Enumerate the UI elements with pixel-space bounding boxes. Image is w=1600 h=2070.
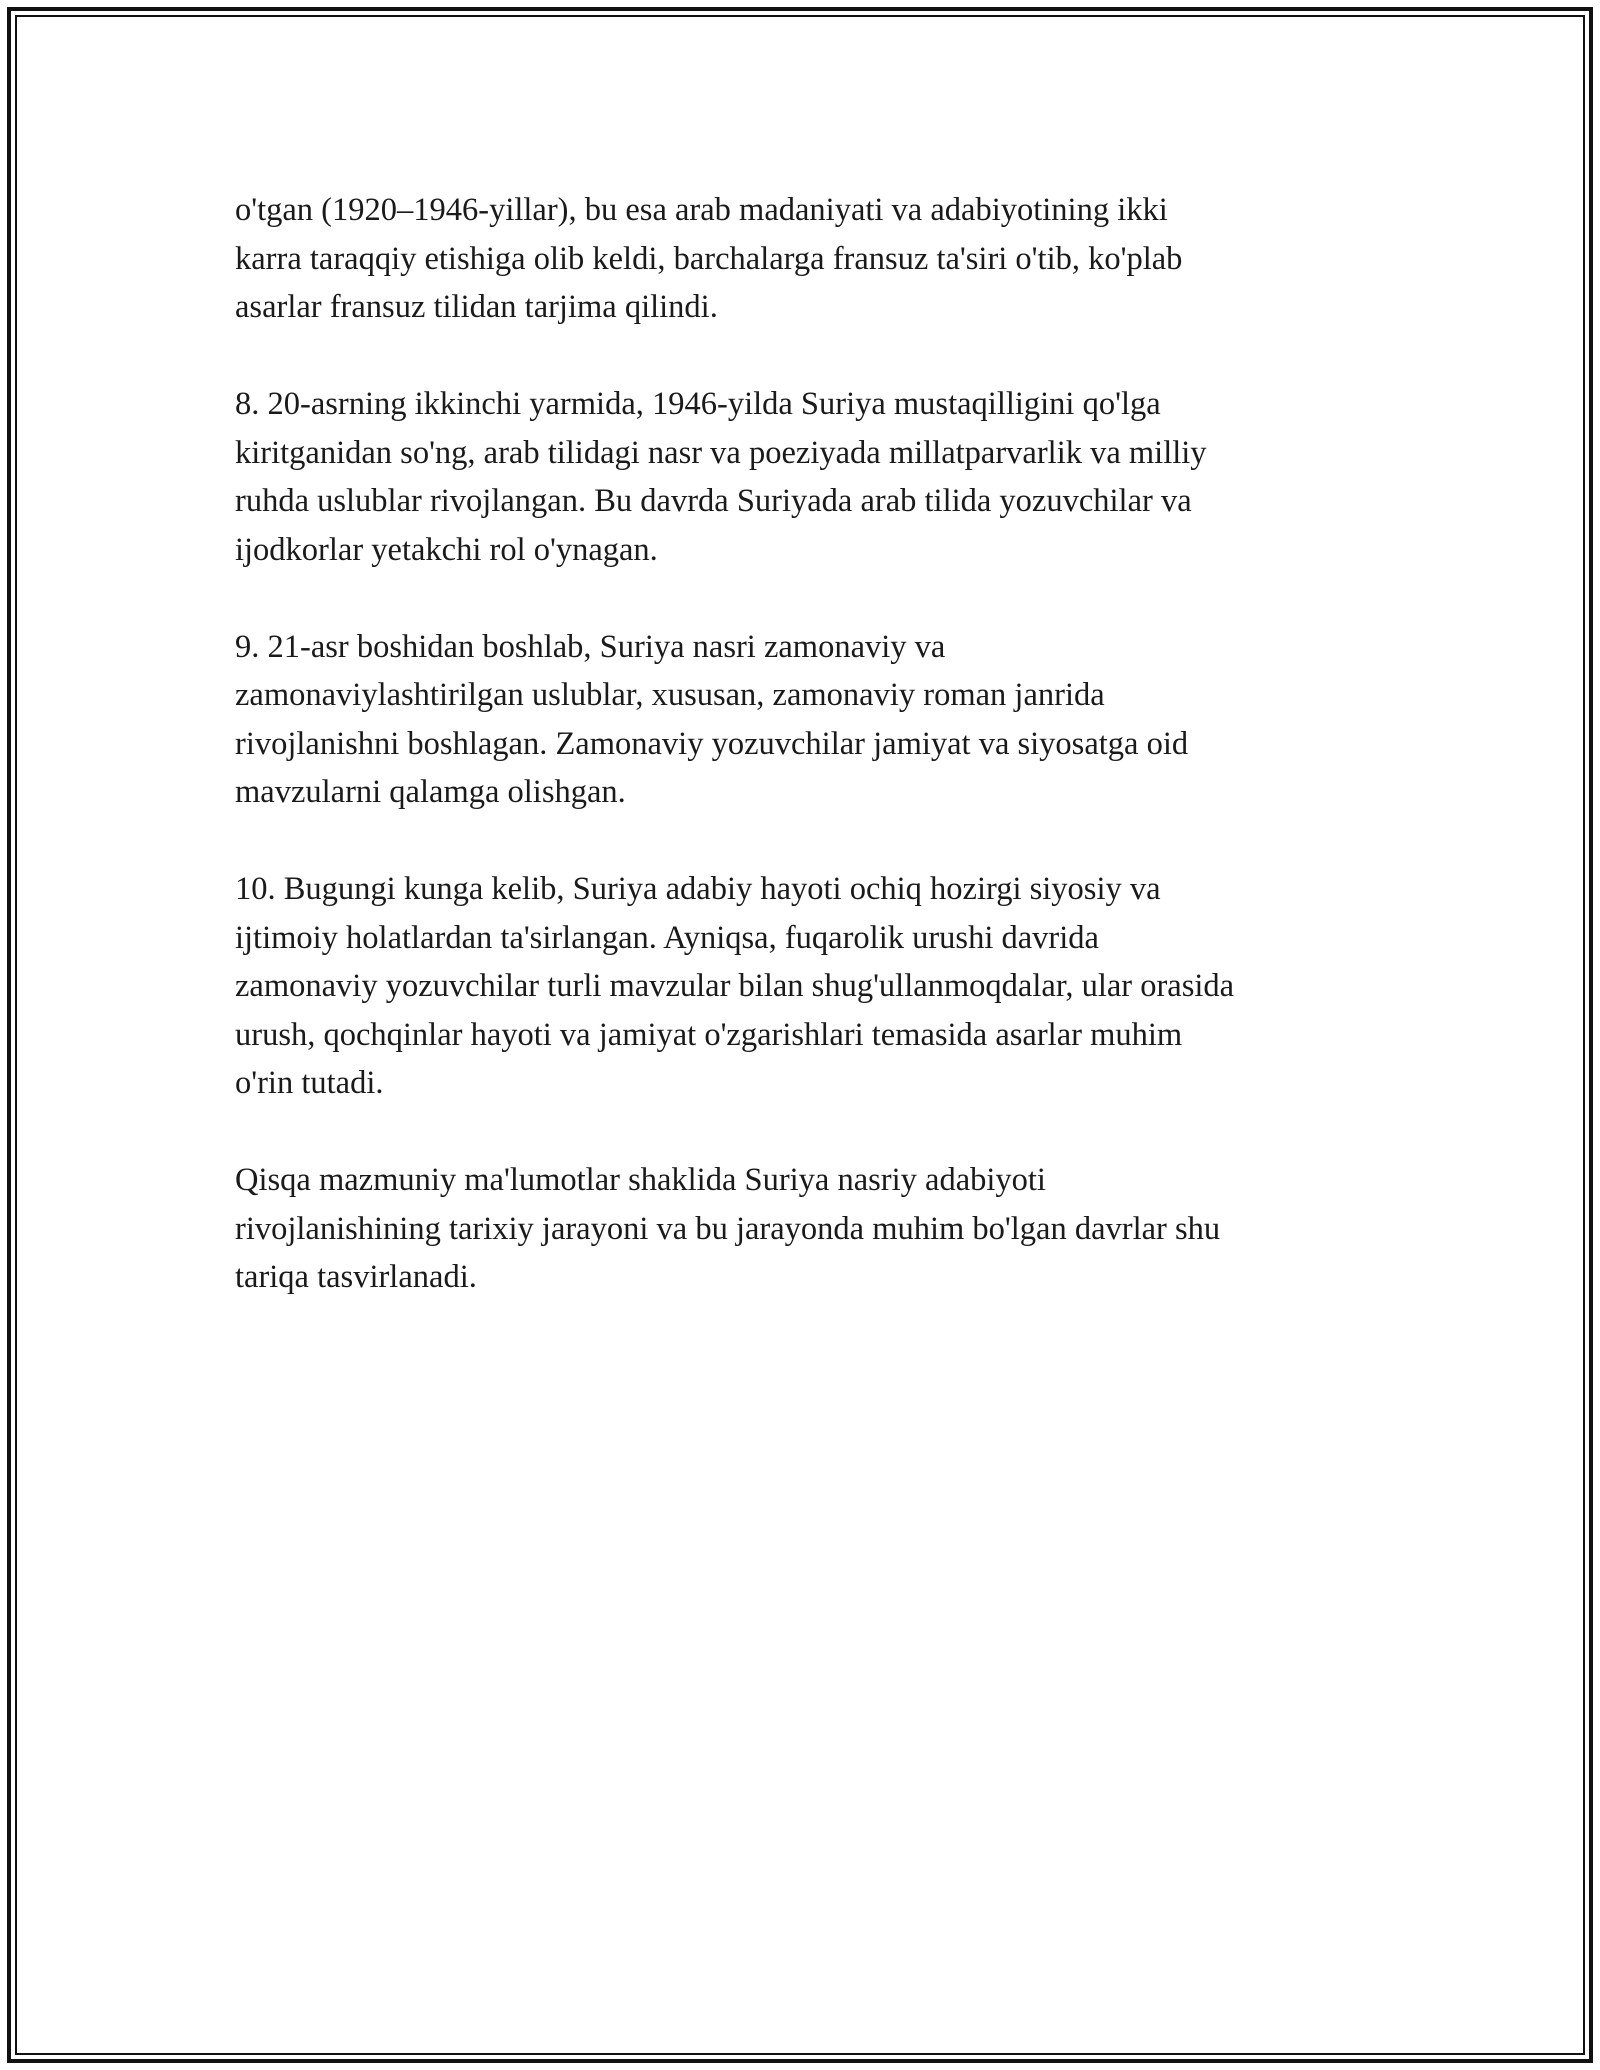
paragraph-item-8 [235, 380, 1385, 574]
text-line: zamonaviylashtirilgan uslublar, xususan, zamonaviy roman janrida [235, 677, 1105, 713]
text-line: ijodkorlar yetakchi rol o'ynagan. [235, 531, 658, 568]
paragraph-summary [235, 1156, 1385, 1302]
text-line: asarlar fransuz tilidan tarjima qilindi. [235, 289, 718, 325]
text-line: 9. 21-asr boshidan boshlab, Suriya nasri zamonaviy va [235, 628, 946, 665]
text-line: zamonaviy yozuvchilar turli mavzular bilan shug'ullanmoqdalar, ular orasida [235, 968, 1235, 1004]
text-line: 8. 20-asrning ikkinchi yarmida, 1946-yilda Suriya mustaqilligini qo'lga [235, 386, 1161, 422]
text-line: 10. Bugungi kunga kelib, Suriya adabiy hayoti ochiq hozirgi siyosiy va [235, 871, 1161, 907]
text-line: ruhda uslublar rivojlangan. Bu davrda Suriyada arab tilida yozuvchilar va [235, 483, 1192, 519]
text-line: o'rin tutadi. [235, 1065, 384, 1101]
document-body [235, 186, 1385, 1302]
text-line: rivojlanishni boshlagan. Zamonaviy yozuvchilar jamiyat va siyosatga oid [235, 725, 1189, 762]
text-line: karra taraqqiy etishiga olib keldi, barchalarga fransuz ta'siri o'tib, ko'plab [235, 240, 1183, 277]
text-line: Qisqa mazmuniy ma'lumotlar shaklida Suriya nasriy adabiyoti [235, 1162, 1046, 1198]
text-line: mavzularni qalamga olishgan. [235, 774, 626, 810]
text-line: urush, qochqinlar hayoti va jamiyat o'zgarishlari temasida asarlar muhim [235, 1016, 1183, 1053]
text-line: kiritganidan so'ng, arab tilidagi nasr va poeziyada millatparvarlik va milliy [235, 434, 1207, 471]
text-line: ijtimoiy holatlardan ta'sirlangan. Ayniqsa, fuqarolik urushi davrida [235, 919, 1099, 956]
paragraph-item-9 [235, 623, 1385, 817]
paragraph-continuation [235, 186, 1385, 332]
paragraph-item-10 [235, 865, 1385, 1108]
text-line: rivojlanishining tarixiy jarayoni va bu jarayonda muhim bo'lgan davrlar shu [235, 1210, 1221, 1247]
text-line: tariqa tasvirlanadi. [235, 1259, 477, 1295]
text-line: o'tgan (1920–1946-yillar), bu esa arab madaniyati va adabiyotining ikki [235, 192, 1168, 228]
